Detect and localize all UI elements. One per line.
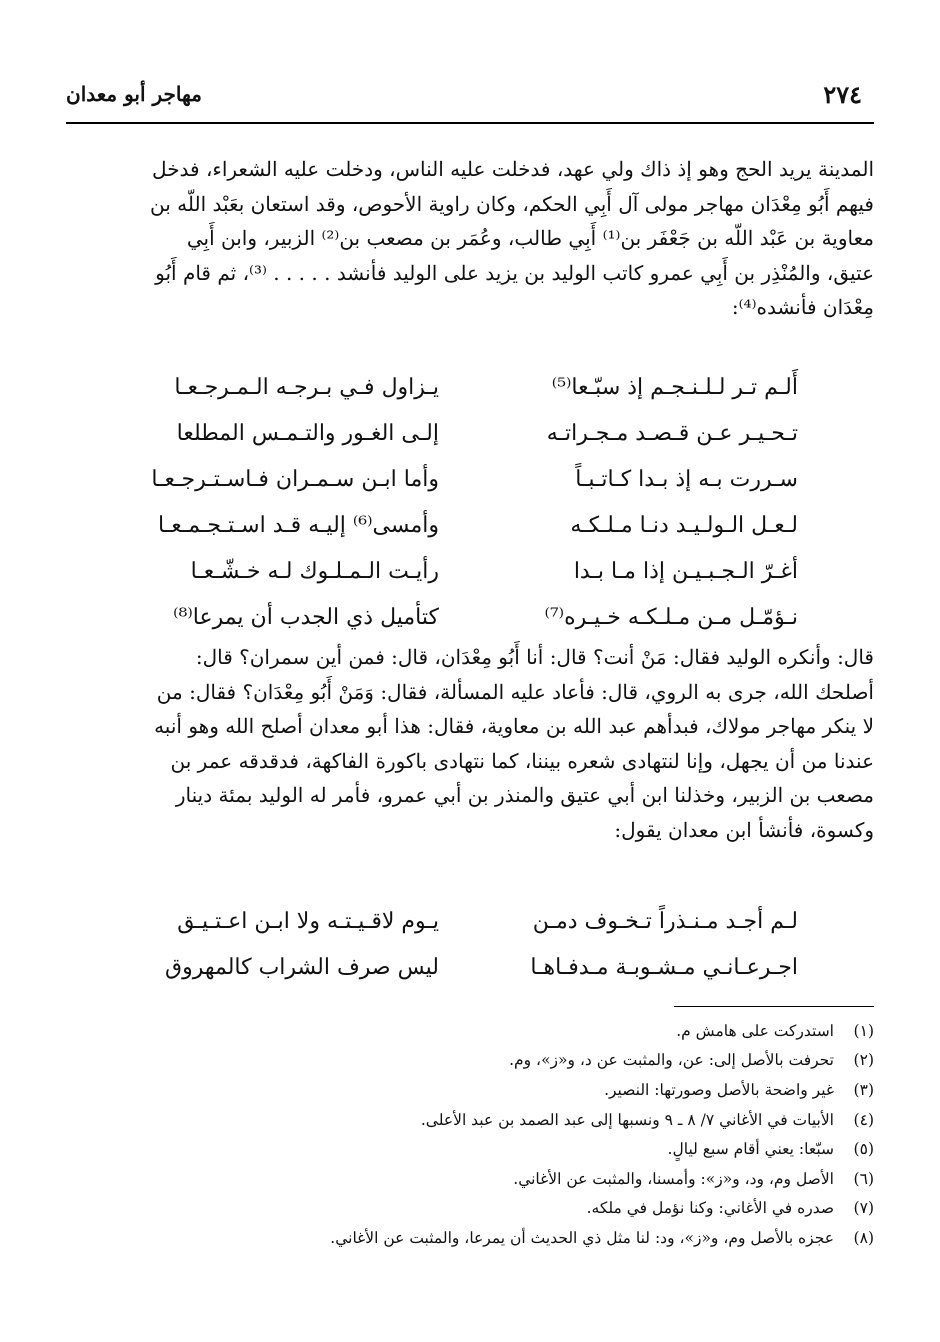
verse-line	[120, 410, 820, 456]
footnote-text: استدركت على هامش م.	[676, 1021, 834, 1040]
footnote-number: (٥)	[853, 1140, 874, 1159]
second-hemistich: رأيـت الـمـلـوك لـه خـشّـعـا	[190, 558, 439, 584]
page-number: ٢٧٤	[823, 80, 862, 109]
second-hemistich: يـزاول فـي بـرجـه الـمـرجـعـا	[174, 374, 439, 400]
footnote-number: (٣)	[853, 1080, 874, 1099]
verse-line	[120, 502, 820, 548]
footnotes	[66, 1016, 874, 1253]
prose-line: معاوية بن عَبْد اللّه بن جَعْفَر بن⁽¹⁾ أَبِي طالب، وعُمَر بن مصعب بن⁽²⁾ الزبير، وابن أَبِي	[186, 226, 874, 250]
verse-line	[120, 898, 820, 944]
footnote-number: (٤)	[853, 1110, 874, 1129]
second-hemistich: يـوم لاقـيـتـه ولا ابـن اعـتـيـق	[177, 908, 439, 934]
running-head: مهاجر أبو معدان	[66, 82, 202, 106]
first-hemistich: لـعـل الـولـيـد دنـا مـلـكـه	[570, 512, 798, 538]
footnote-number: (٧)	[853, 1199, 874, 1218]
footnote	[66, 1105, 874, 1135]
footnote	[66, 1016, 874, 1046]
poem-1	[120, 364, 820, 640]
prose-paragraph-2	[66, 640, 874, 847]
footnote-text: تحرفت بالأصل إلى: عن، والمثبت عن د، و«ز»، وم.	[509, 1051, 834, 1070]
footnote-text: صدره في الأغاني: وكنا نؤمل في ملكه.	[586, 1199, 834, 1218]
footnote	[66, 1134, 874, 1164]
first-hemistich: سـررت بـه إذ بـدا كـاتـبـاً	[575, 466, 798, 492]
second-hemistich: وأمسى⁽⁶⁾ إليـه قـد اسـتـجـمـعـا	[158, 512, 439, 538]
footnote-separator	[674, 1006, 874, 1007]
footnote	[66, 1075, 874, 1105]
footnote-text: غير واضحة بالأصل وصورتها: النصير.	[604, 1080, 834, 1099]
footnote	[66, 1223, 874, 1253]
prose-paragraph-1	[66, 152, 874, 325]
first-hemistich: نـؤمّـل مـن مـلـكـه خـيـره⁽⁷⁾	[544, 604, 798, 630]
prose-line: لا ينكر مهاجر مولاك، فبدأهم عبد الله بن معاوية، فقال: هذا أبو معدان أصلح الله وهو أنبه	[154, 714, 874, 738]
page-header	[66, 74, 874, 118]
verse-line	[120, 944, 820, 990]
footnote-number: (٨)	[853, 1228, 874, 1247]
prose-line: المدينة يريد الحج وهو إذ ذاك ولي عهد، فدخلت عليه الناس، ودخلت عليه الشعراء، فدخل	[152, 157, 874, 181]
verse-line	[120, 456, 820, 502]
footnote-number: (٢)	[853, 1051, 874, 1070]
prose-line: قال: وأنكره الوليد فقال: مَنْ أنت؟ قال: أنا أَبُو مِعْدَان، قال: فمن أين سمران؟ قال:	[195, 645, 874, 669]
footnote-number: (٦)	[853, 1169, 874, 1188]
prose-line: عندنا من أن يجهل، وإنا لنتهادى شعره بيننا، كما نتهادى باكورة الفاكهة، فدقدقه عمر بن	[170, 748, 874, 773]
footnote-text: الأبيات في الأغاني ٧/ ٨ ـ ٩ ونسبها إلى عبد الصمد بن عبد الأعلى.	[420, 1110, 834, 1129]
prose-line: فيهم أَبُو مِعْدَان مهاجر مولى آل أَبِي الحكم، وكان راوية الأحوص، وقد استعان بعَبْد اللّه بن	[150, 191, 874, 216]
prose-line: مصعب بن الزبير، وخذلنا ابن أبي عتيق والمنذر بن أبي عمرو، فأمر له الوليد بمئة دينار	[175, 783, 874, 807]
footnote-text: عجزه بالأصل وم، و«ز»، ود: لنا مثل ذي الحديث أن يمرعا، والمثبت عن الأغاني.	[330, 1228, 834, 1247]
verse-line	[120, 594, 820, 640]
prose-line: مِعْدَان فأنشده⁽⁴⁾:	[731, 295, 874, 319]
first-hemistich: أَلـم تـر لـلـنـجـم إذ سبّـعا⁽⁵⁾	[551, 374, 798, 400]
footnote	[66, 1164, 874, 1194]
first-hemistich: اجـرعـانـي مـشـوبـة مـدفـاهـا	[530, 954, 798, 980]
prose-line: وكسوة، فأنشأ ابن معدان يقول:	[614, 817, 874, 842]
first-hemistich: لـم أجـد مـنـذراً تـخـوف دمـن	[532, 908, 798, 934]
second-hemistich: كتأميل ذي الجدب أن يمرعا⁽⁸⁾	[173, 604, 439, 630]
verse-line	[120, 364, 820, 410]
verse-line	[120, 548, 820, 594]
header-rule	[66, 122, 874, 124]
first-hemistich: أغـرّ الـجـبـيـن إذا مـا بـدا	[573, 558, 798, 584]
footnote-text: سبّعا: يعني أقام سبع ليالٍ.	[667, 1140, 834, 1159]
poem-2	[120, 898, 820, 990]
footnote	[66, 1046, 874, 1076]
prose-line: عتيق، والمُنْذِر بن أَبِي عمرو كاتب الوليد بن يزيد على الوليد فأنشد . . . . . ⁽³⁾، ثم قام أَبُو	[155, 260, 874, 285]
first-hemistich: تـحـيـر عـن قـصـد مـجـراتـه	[546, 420, 798, 446]
second-hemistich: وأما ابـن سـمـران فـاسـتـرجـعـا	[151, 466, 439, 492]
footnote	[66, 1194, 874, 1224]
second-hemistich: إلـى الغـور والتـمـس المطلعا	[176, 420, 439, 446]
footnote-text: الأصل وم، ود، و«ز»: وأمسنا، والمثبت عن الأغاني.	[513, 1169, 834, 1188]
footnote-number: (١)	[853, 1021, 874, 1040]
prose-line: أصلحك الله، جرى به الروي، قال: فأعاد عليه المسألة، فقال: وَمَنْ أَبُو مِعْدَان؟ فقال: من	[156, 679, 874, 704]
second-hemistich: ليس صرف الشراب كالمهروق	[165, 954, 439, 980]
